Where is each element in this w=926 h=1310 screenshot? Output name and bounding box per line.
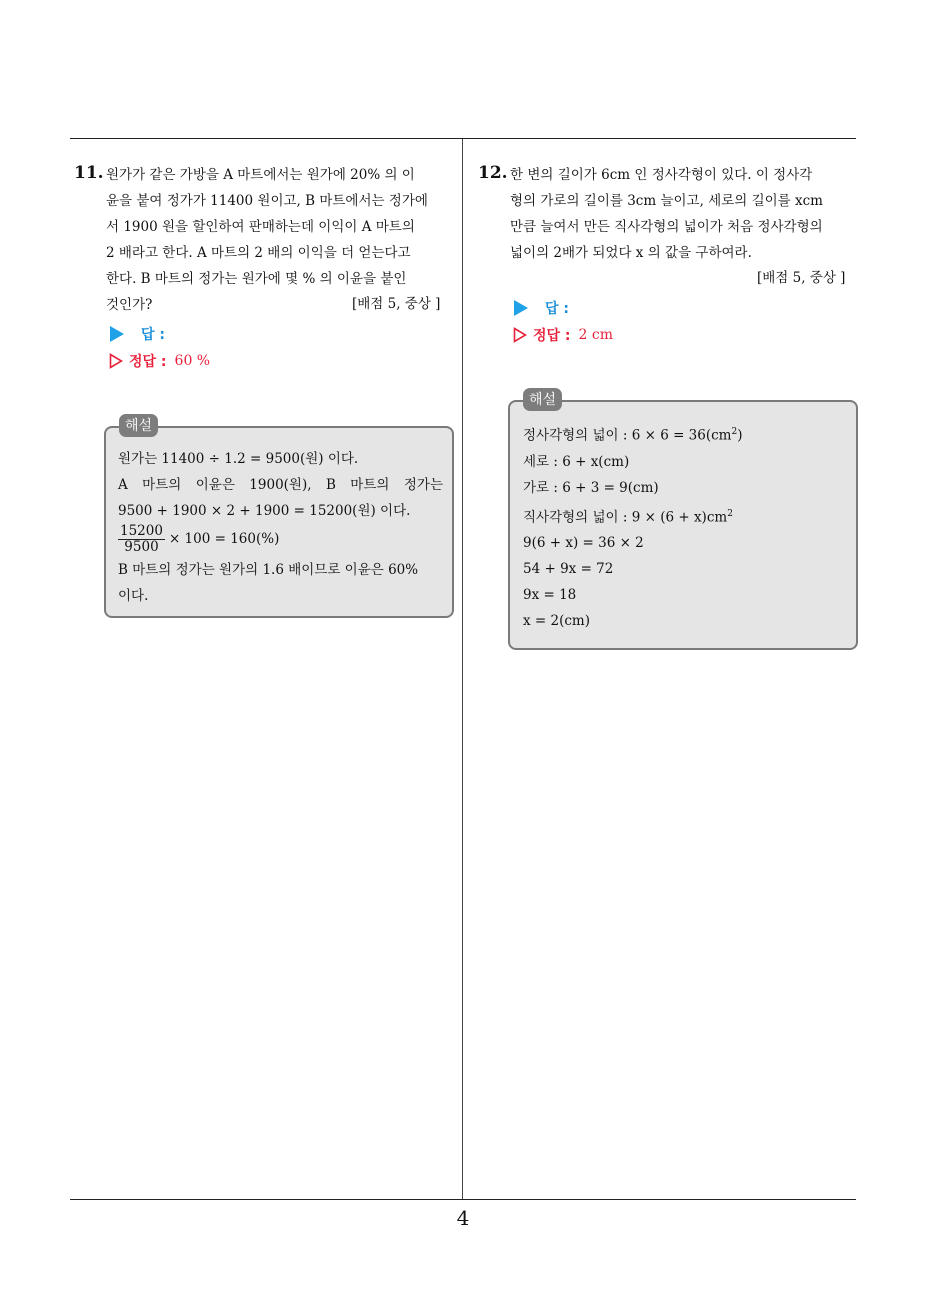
question-line: 원가가 같은 가방을 A 마트에서는 원가에 20% 의 이 [106,167,415,183]
question-line: 윤을 붙여 정가가 11400 원이고, B 마트에서는 정가에 [106,193,428,209]
fraction-rest: × 100 = 160(%) [168,531,280,547]
solution-line: 세로 : 6 + x(cm) [523,453,630,470]
solution-line: 원가는 11400 ÷ 1.2 = 9500(원) 이다. [118,451,359,467]
solution-line: 9500 + 1900 × 2 + 1900 = 15200(원) 이다. [118,503,411,519]
play-outline-icon [109,353,123,369]
fraction-line [118,524,443,555]
solution-line: 이다. [118,588,149,604]
question-line: 한 변의 길이가 6cm 인 정사각형이 있다. 이 정사각 [510,167,813,183]
question-text [510,162,860,266]
solution-tag: 해설 [523,388,562,411]
question-line: 형의 가로의 길이를 3cm 늘이고, 세로의 길이를 xcm [510,193,823,209]
question-line: 만큼 늘여서 만든 직사각형의 넓이가 처음 정사각형의 [510,219,823,235]
correct-answer-row [109,351,210,371]
fraction-denominator: 9500 [124,539,159,555]
score-label: [배점 5, 중상 ] [352,296,441,312]
solution-line: 직사각형의 넓이 : $9 \times (6 + x)cm^2$ [523,508,733,525]
solution-line: 54 + 9x = 72 [523,561,614,577]
question-line: 2 배라고 한다. A 마트의 2 배의 이익을 더 얻는다고 [106,245,411,261]
solution-line: 가로 : 6 + 3 = 9(cm) [523,479,659,496]
answer-row [110,324,165,344]
solution-line: 9x = 18 [523,587,577,603]
play-outline-icon [513,327,527,343]
question-line: 것인가? [106,297,153,313]
play-icon [514,300,528,316]
solution-line: 정사각형의 넓이 : $6 \times 6 = 36(cm^2)$ [523,427,743,444]
play-icon [110,326,124,342]
question-line: 한다. B 마트의 정가는 원가에 몇 % 의 이윤을 붙인 [106,271,407,287]
solution-text [523,419,848,634]
correct-value: 60 % [174,353,211,369]
solution-text [118,446,443,609]
solution-line: x = 2(cm) [523,613,590,629]
correct-answer-row [513,325,613,345]
top-rule [70,138,856,139]
question-number: 11. [74,163,104,183]
score-label: [배점 5, 중상 ] [757,270,846,286]
question-number: 12. [478,163,508,183]
answer-label: 답 : [141,327,165,343]
column-divider [462,139,463,1200]
answer-label: 답 : [545,301,569,317]
correct-label: 정답 : [533,328,571,344]
solution-line: A 마트의 이윤은 1900(원), B 마트의 정가는 [118,477,443,493]
answer-row [514,298,569,318]
solution-line: 9(6 + x) = 36 × 2 [523,535,644,551]
correct-label: 정답 : [129,354,167,370]
fraction [118,524,165,555]
question-line: 넓이의 2배가 되었다 x 의 값을 구하여라. [510,245,752,261]
bottom-rule [70,1199,856,1200]
solution-tag: 해설 [119,414,158,437]
solution-line: B 마트의 정가는 원가의 1.6 배이므로 이윤은 60% [118,562,419,578]
fraction-numerator: 15200 [120,523,163,539]
page-number: 4 [456,1206,470,1230]
correct-value: 2 cm [578,327,614,343]
question-line: 서 1900 원을 할인하여 판매하는데 이익이 A 마트의 [106,219,415,235]
